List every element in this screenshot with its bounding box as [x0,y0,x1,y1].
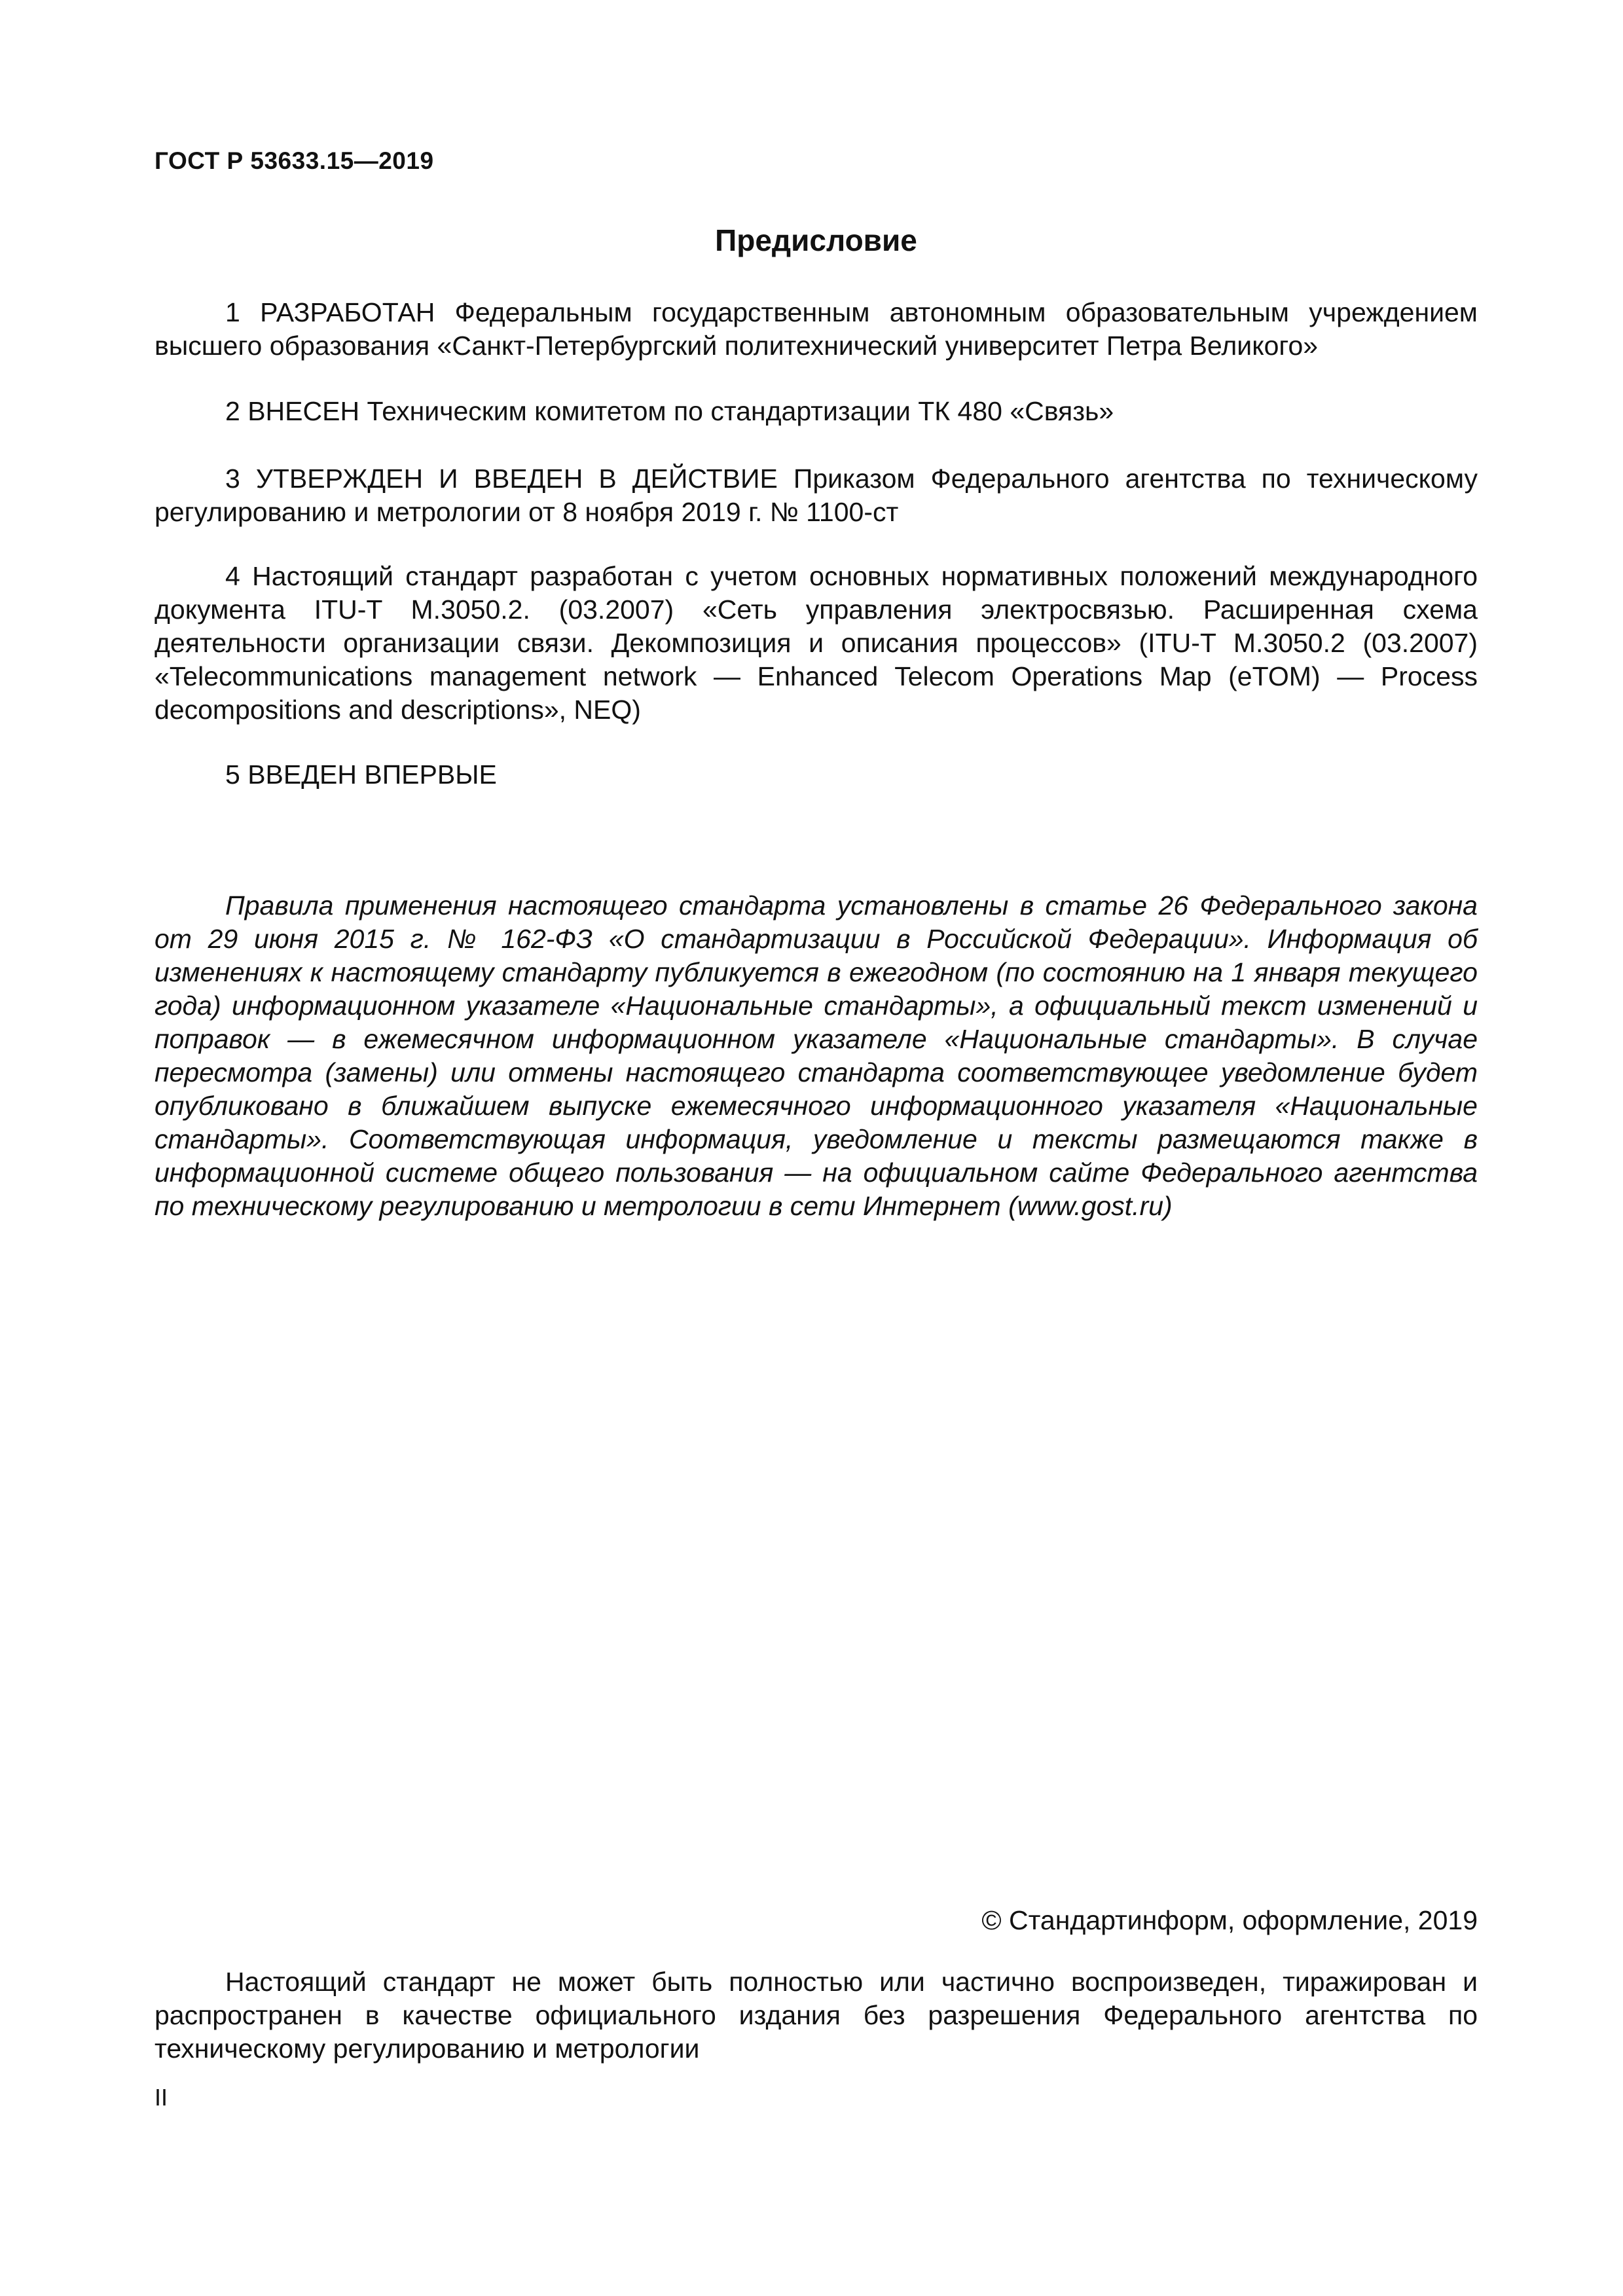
document-code: ГОСТ Р 53633.15—2019 [155,147,434,174]
page-number: II [155,2084,168,2111]
foreword-item-5: 5 ВВЕДЕН ВПЕРВЫЕ [225,759,497,790]
foreword-item-3: 3 УТВЕРЖДЕН И ВВЕДЕН В ДЕЙСТВИЕ Приказом Федерального агентства по техническому регулированию и метрологии от 8 ноября 2019 г. № 1100-ст [155,464,1478,527]
reproduction-note: Настоящий стандарт не может быть полностью или частично воспроизведен, тиражирован и распространен в качестве официального издания без разрешения Федерального агентства по техническому регулированию и метрологии [155,1967,1478,2064]
rules-note: Правила применения настоящего стандарта установлены в статье 26 Федерального закона от 29 июня 2015 г. № 162-ФЗ «О стандартизации в Российской Федерации». Информация об изменениях к настоящему стандарту публикуется в ежегодном (по состоянию на 1 января текущего года) информационном указателе «Национальные стандарты», а официальный текст изменений и поправок — в ежемесячном информационном указателе «Национальные стандарты». В случае пересмотра (замены) или отмены настоящего стандарта соответствующее уведомление будет опубликовано в ближайшем выпуске ежемесячного информационного указателя «Национальные стандарты». Соответствующая информация, уведомление и тексты размещаются также в информационной системе общего пользования — на официальном сайте Федерального агентства по техническому регулированию и метрологии в сети Интернет (www.gost.ru) [155,890,1478,1221]
foreword-item-2: 2 ВНЕСЕН Техническим комитетом по стандартизации ТК 480 «Связь» [225,396,1114,426]
foreword-item-1: 1 РАЗРАБОТАН Федеральным государственным автономным образовательным учреждением высшего образования «Санкт-Петербургский политехнический университет Петра Великого» [155,297,1478,361]
copyright-notice: © Стандартинформ, оформление, 2019 [981,1905,1478,1935]
foreword-item-4: 4 Настоящий стандарт разработан с учетом основных нормативных положений международного документа ITU-T M.3050.2. (03.2007) «Сеть управления электросвязью. Расширенная схема деятельности организации связи. Декомпозиция и описания процессов» (ITU-T M.3050.2 (03.2007) «Telecommunications management network — Enhanced Telecom Operations Map (eTOM) — Process decompositions and descriptions», NEQ) [155,561,1478,725]
page-title: Предисловие [715,223,917,257]
